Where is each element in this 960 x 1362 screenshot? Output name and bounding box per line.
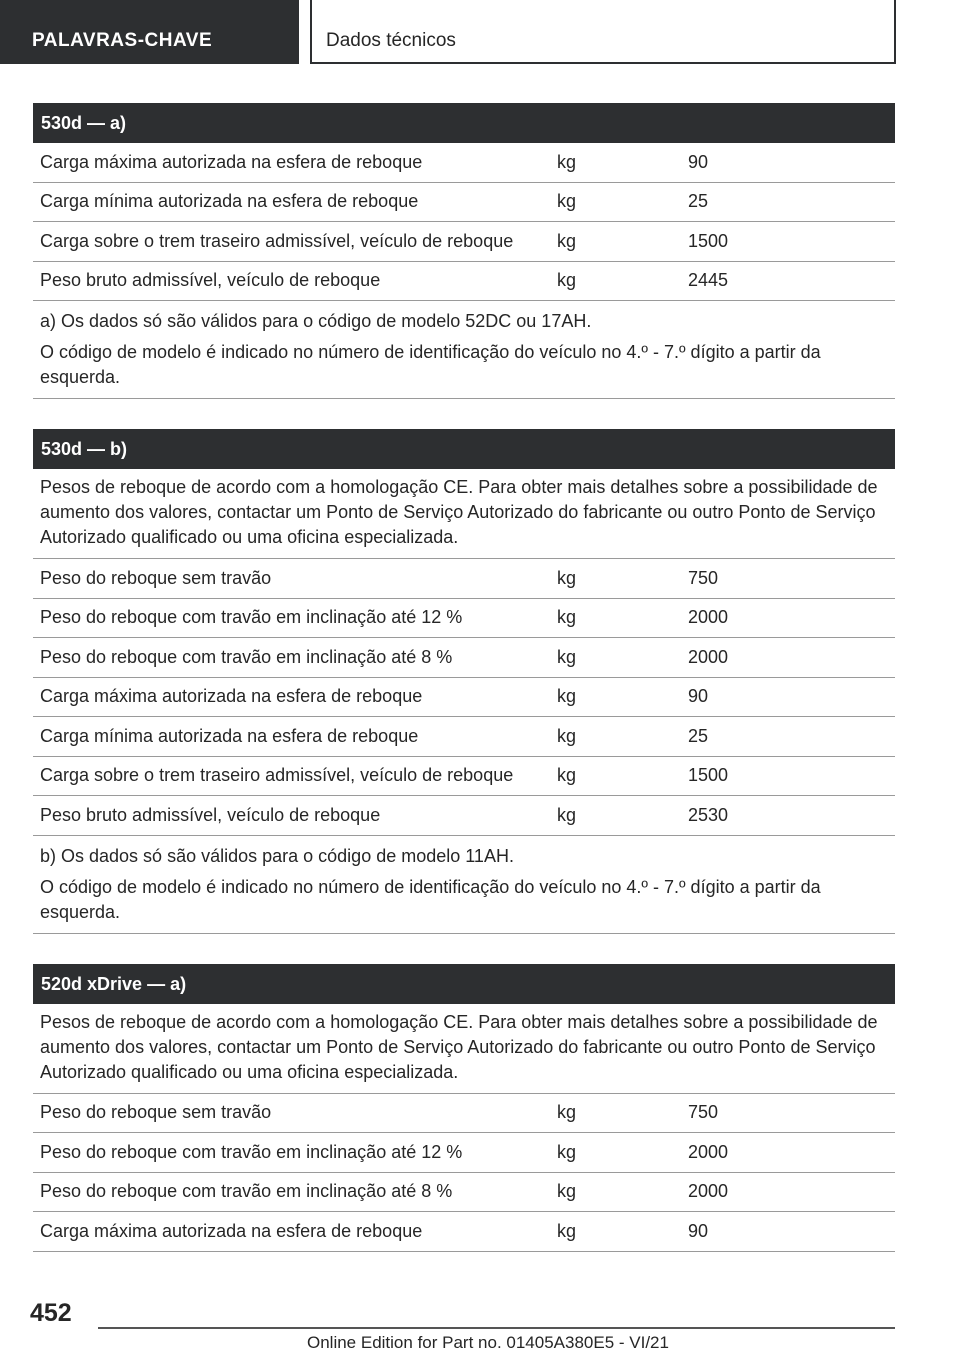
row-label: Carga máxima autorizada na esfera de reboque	[40, 151, 423, 172]
row-unit: kg	[557, 567, 577, 588]
page-header	[0, 0, 960, 66]
row-label: Carga mínima autorizada na esfera de reboque	[40, 725, 419, 746]
table-row	[33, 1094, 895, 1134]
row-label: Carga sobre o trem traseiro admissível, veículo de reboque	[40, 765, 514, 786]
row-unit: kg	[557, 1220, 577, 1241]
footnotes	[33, 301, 895, 399]
spec-section	[33, 964, 895, 1252]
row-label: Peso do reboque com travão em inclinação até 8 %	[40, 1181, 453, 1202]
table-row	[33, 1133, 895, 1173]
row-unit: kg	[557, 1141, 577, 1162]
row-label: Peso do reboque com travão em inclinação até 12 %	[40, 607, 463, 628]
row-label: Carga máxima autorizada na esfera de reboque	[40, 1220, 423, 1241]
row-unit: kg	[557, 191, 577, 212]
row-value: 1500	[688, 230, 729, 251]
table-row	[33, 796, 895, 836]
row-unit: kg	[557, 725, 577, 746]
section-intro: Pesos de reboque de acordo com a homologação CE. Para obter mais detalhes sobre a possibilidade de aumento dos valores, contactar um Ponto de Serviço Autorizado do fabricante ou outro Ponto de Serviço Autorizado qualificado ou uma oficina especializada.	[33, 1004, 895, 1094]
table-row	[33, 638, 895, 678]
table-row	[33, 757, 895, 797]
row-value: 750	[688, 1102, 719, 1123]
table-row	[33, 559, 895, 599]
page-number: 452	[30, 1299, 72, 1327]
section-heading: 530d — a)	[33, 103, 895, 143]
row-unit: kg	[557, 686, 577, 707]
section-title: Dados técnicos	[310, 0, 896, 64]
row-value: 25	[688, 725, 709, 746]
row-label: Carga mínima autorizada na esfera de reboque	[40, 191, 419, 212]
table-row	[33, 1173, 895, 1213]
row-unit: kg	[557, 151, 577, 172]
technical-data-content	[33, 103, 895, 1282]
footnotes	[33, 836, 895, 934]
row-label: Peso bruto admissível, veículo de reboque	[40, 804, 381, 825]
row-value: 2000	[688, 1181, 729, 1202]
row-unit: kg	[557, 804, 577, 825]
footnote: O código de modelo é indicado no número de identificação do veículo no 4.º - 7.º dígito a partir da esquerda.	[40, 342, 821, 387]
table-row	[33, 1212, 895, 1252]
footer-divider	[98, 1327, 895, 1329]
row-value: 90	[688, 1220, 709, 1241]
row-label: Peso do reboque sem travão	[40, 567, 272, 588]
row-label: Peso do reboque com travão em inclinação até 12 %	[40, 1141, 463, 1162]
table-row	[33, 183, 895, 223]
row-value: 750	[688, 567, 719, 588]
row-label: Carga sobre o trem traseiro admissível, veículo de reboque	[40, 230, 514, 251]
table-row	[33, 678, 895, 718]
row-unit: kg	[557, 1181, 577, 1202]
row-unit: kg	[557, 1102, 577, 1123]
row-label: Peso bruto admissível, veículo de reboque	[40, 270, 381, 291]
table-row	[33, 143, 895, 183]
row-label: Carga máxima autorizada na esfera de reboque	[40, 686, 423, 707]
row-unit: kg	[557, 607, 577, 628]
row-unit: kg	[557, 270, 577, 291]
row-value: 2530	[688, 804, 729, 825]
footnote: O código de modelo é indicado no número de identificação do veículo no 4.º - 7.º dígito a partir da esquerda.	[40, 876, 821, 922]
row-value: 2000	[688, 607, 729, 628]
row-value: 1500	[688, 765, 729, 786]
row-unit: kg	[557, 765, 577, 786]
row-value: 90	[688, 686, 709, 707]
row-value: 2000	[688, 1141, 729, 1162]
table-row	[33, 599, 895, 639]
row-value: 25	[688, 191, 709, 212]
spec-section	[33, 103, 895, 399]
edition-note: Online Edition for Part no. 01405A380E5 - VI/21	[307, 1333, 669, 1352]
footnote: b) Os dados só são válidos para o código de modelo 11AH.	[40, 845, 514, 866]
row-unit: kg	[557, 230, 577, 251]
row-unit: kg	[557, 646, 577, 667]
table-row	[33, 262, 895, 302]
row-value: 2445	[688, 270, 729, 291]
row-value: 90	[688, 151, 709, 172]
section-heading: 530d — b)	[33, 429, 895, 469]
row-value: 2000	[688, 646, 729, 667]
spec-section	[33, 429, 895, 934]
row-label: Peso do reboque com travão em inclinação até 8 %	[40, 646, 453, 667]
section-intro: Pesos de reboque de acordo com a homologação CE. Para obter mais detalhes sobre a possibilidade de aumento dos valores, contactar um Ponto de Serviço Autorizado do fabricante ou outro Ponto de Serviço Autorizado qualificado ou uma oficina especializada.	[33, 469, 895, 559]
keywords-tab[interactable]: PALAVRAS-CHAVE	[0, 0, 299, 64]
section-heading: 520d xDrive — a)	[33, 964, 895, 1004]
table-row	[33, 222, 895, 262]
table-row	[33, 717, 895, 757]
footnote: a) Os dados só são válidos para o código de modelo 52DC ou 17AH.	[40, 311, 592, 331]
row-label: Peso do reboque sem travão	[40, 1102, 272, 1123]
